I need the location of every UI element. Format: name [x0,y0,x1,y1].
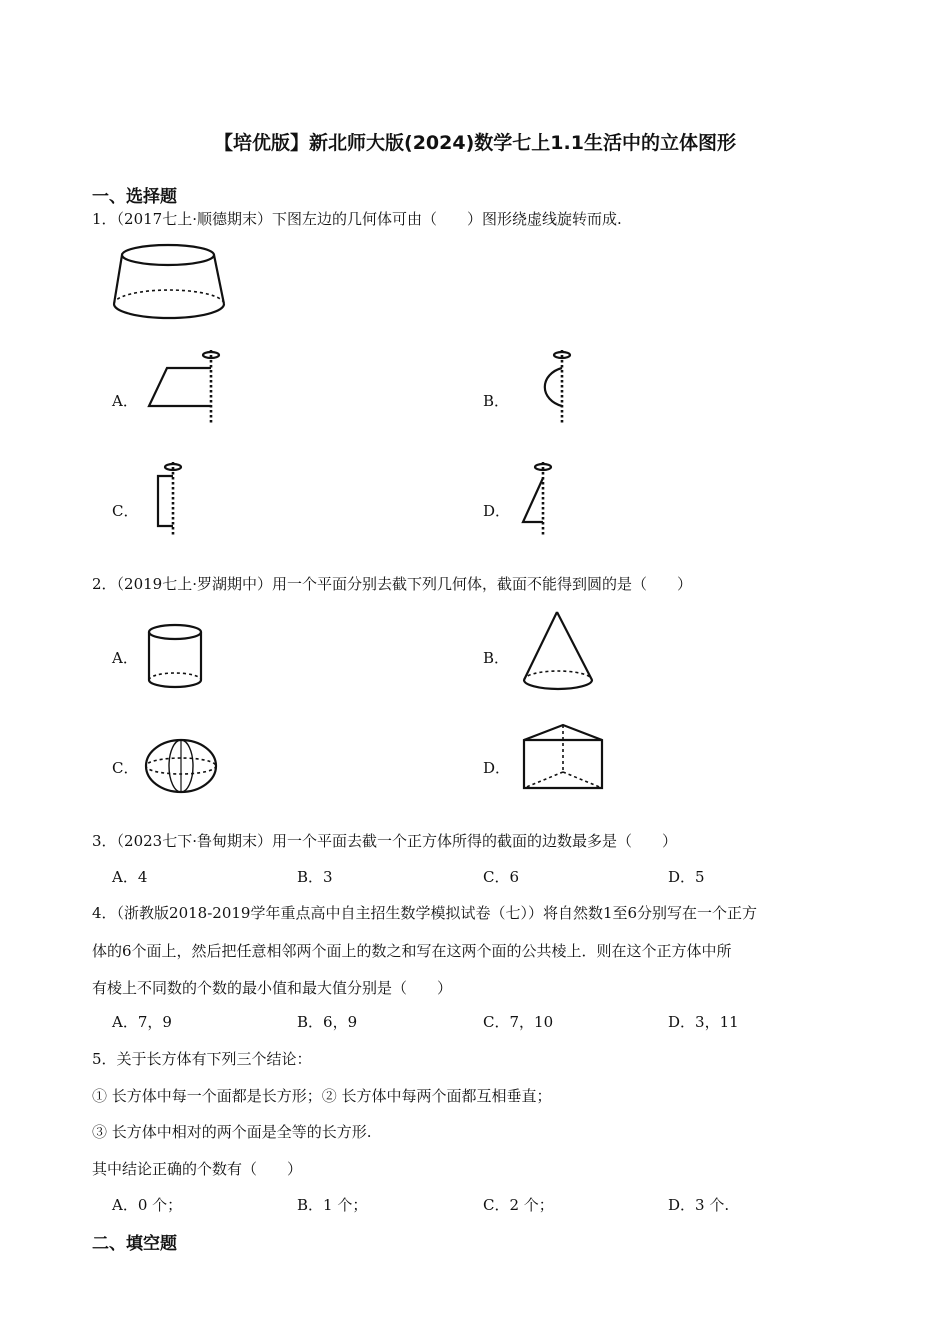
question-4-line-1: 4．（浙教版2018-2019学年重点高中自主招生数学模拟试卷（七））将自然数1至6分别写在一个正方 [92,904,758,922]
q4-option-d: D．3，11 [668,1013,739,1031]
question-3-text: 3．（2023七下·鲁甸期末）用一个平面去截一个正方体所得的截面的边数最多是（ ） [92,832,677,850]
q2-option-d-label: D． [483,759,511,777]
q1-option-c-label: C． [112,502,139,520]
q1-option-c-rectangle-figure [150,460,200,540]
page-title: 【培优版】新北师大版(2024)数学七上1.1生活中的立体图形 [214,132,736,154]
q5-option-b: B．1 个； [297,1196,368,1214]
frustum-figure [110,242,235,327]
q4-option-a: A．7，9 [112,1013,172,1031]
q1-option-a-trapezoid-figure [145,348,235,428]
question-1-text: 1．（2017七上·顺德期末）下图左边的几何体可由（ ）图形绕虚线旋转而成. [92,210,622,228]
q3-option-b: B．3 [297,868,333,886]
q4-option-b: B．6，9 [297,1013,358,1031]
q2-option-a-label: A． [112,649,138,667]
question-4-line-3: 有棱上不同数的个数的最小值和最大值分别是（ ） [92,979,453,997]
triangular-prism-figure [520,722,608,794]
q4-option-c: C．7，10 [483,1013,554,1031]
cone-figure [520,608,600,696]
cylinder-figure [145,622,210,694]
question-2-text: 2．（2019七上·罗湖期中）用一个平面分别去截下列几何体，截面不能得到圆的是（ ） [92,575,692,593]
q1-option-b-label: B． [483,392,510,410]
section-heading-fill-blank: 二、填空题 [92,1234,177,1254]
question-5-line-1: 5．关于长方体有下列三个结论： [92,1050,312,1068]
question-5-line-3: ③ 长方体中相对的两个面是全等的长方形. [92,1123,372,1141]
q1-option-a-label: A． [112,392,138,410]
q5-option-d: D．3 个. [668,1196,730,1214]
q3-option-a: A．4 [112,868,148,886]
q5-option-c: C．2 个； [483,1196,554,1214]
q3-option-c: C．6 [483,868,520,886]
question-5-line-4: 其中结论正确的个数有（ ） [92,1160,303,1178]
q3-option-d: D．5 [668,868,705,886]
q1-option-d-triangle-figure [515,460,565,540]
section-heading-choice: 一、选择题 [92,187,177,207]
q5-option-a: A．0 个； [112,1196,183,1214]
sphere-figure [144,738,222,798]
q1-option-d-label: D． [483,502,511,520]
q2-option-c-label: C． [112,759,139,777]
q2-option-b-label: B． [483,649,510,667]
q1-option-b-semicircle-figure [510,348,580,428]
question-5-line-2: ① 长方体中每一个面都是长方形；② 长方体中每两个面都互相垂直； [92,1087,552,1105]
question-4-line-2: 体的6个面上，然后把任意相邻两个面上的数之和写在这两个面的公共棱上．则在这个正方体中所 [92,942,732,960]
